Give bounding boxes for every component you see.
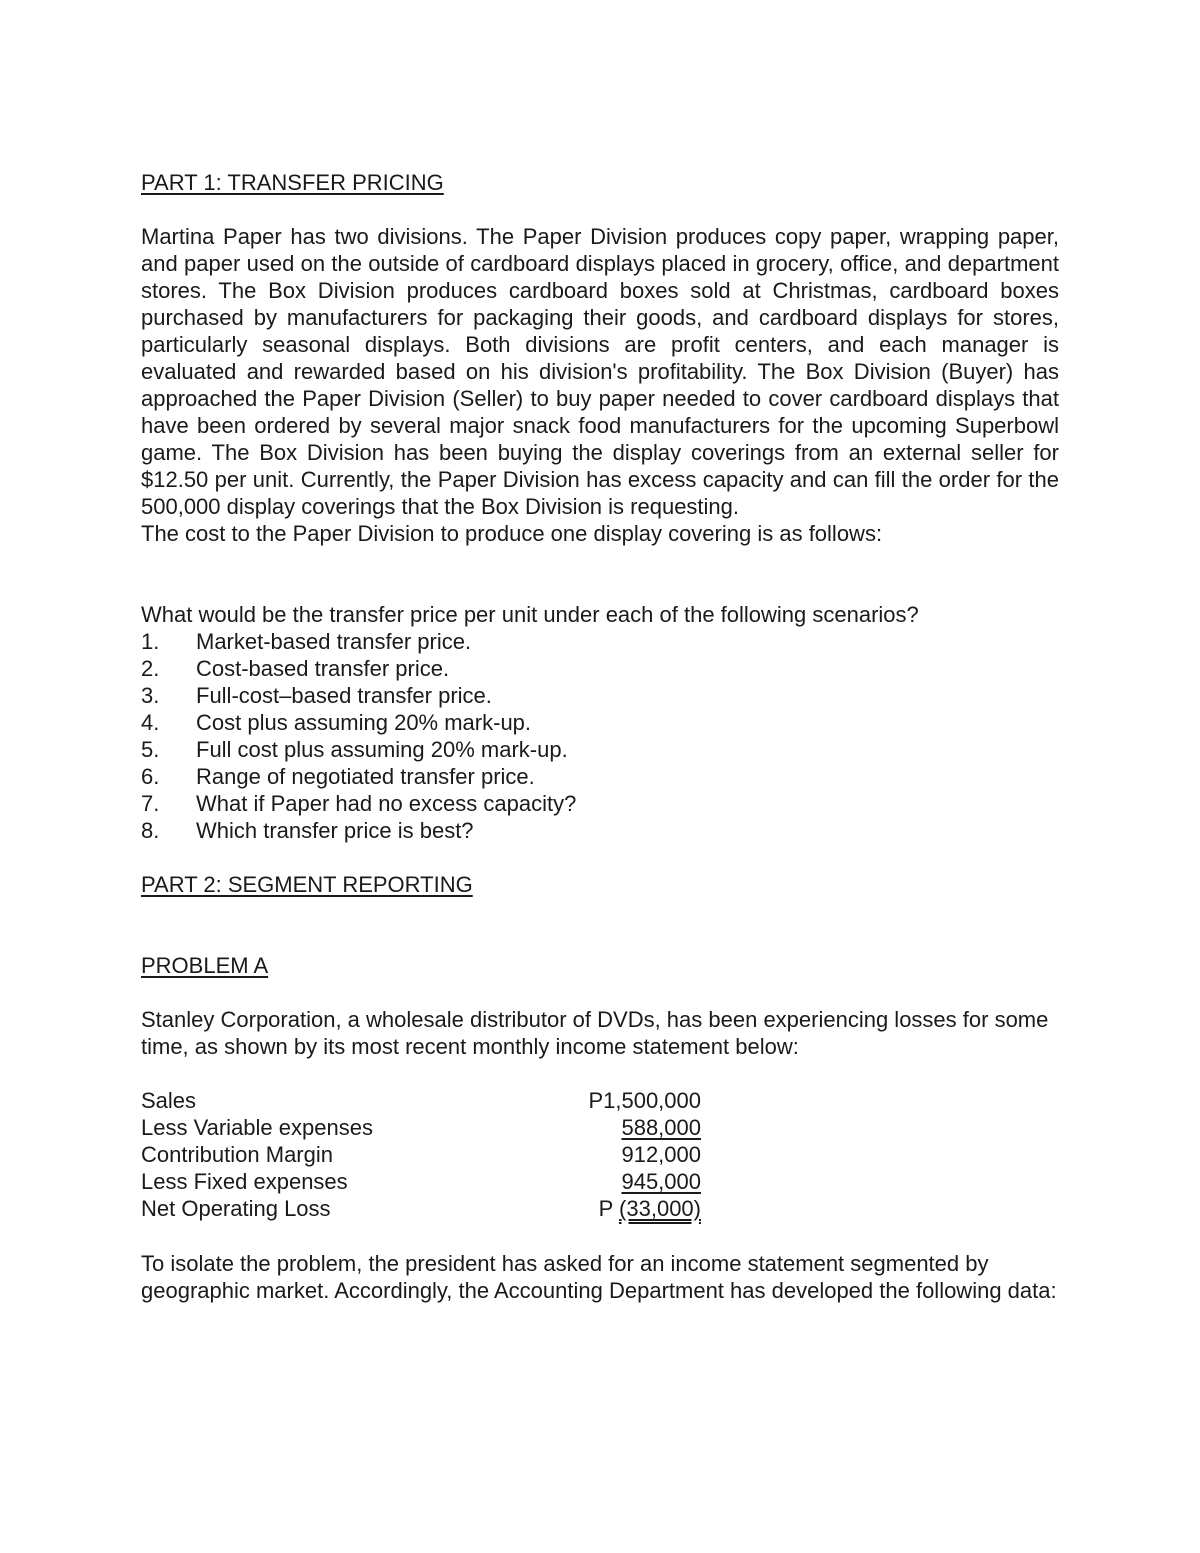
income-row [141,1141,701,1168]
scenario-item [141,682,1059,709]
part2-heading: PART 2: SEGMENT REPORTING [141,872,473,897]
income-amount [561,1114,701,1141]
income-label: Net Operating Loss [141,1196,331,1221]
part2-closing-paragraph: To isolate the problem, the president has asked for an income statement segmented by geographic market. Accordingly, the Accounting Department has developed the following data: [141,1251,1057,1303]
scenario-number: 8. [141,818,160,843]
scenario-text: Cost-based transfer price. [196,656,450,681]
income-label: Sales [141,1088,197,1113]
scenario-item [141,736,1059,763]
scenario-item [141,817,1059,844]
part1-question: What would be the transfer price per unit under each of the following scenarios? [141,602,919,627]
scenario-text: Cost plus assuming 20% mark-up. [196,710,532,735]
income-label: Contribution Margin [141,1142,333,1167]
income-amount-value: 912,000 [621,1142,701,1167]
scenario-number: 7. [141,791,160,816]
scenario-list [141,628,1059,844]
income-amount [561,1168,701,1195]
scenario-item [141,790,1059,817]
scenario-number: 1. [141,629,160,654]
problem-a-heading: PROBLEM A [141,953,269,978]
income-label: Less Fixed expenses [141,1169,348,1194]
scenario-number: 6. [141,764,160,789]
income-amount-value: 588,000 [621,1115,701,1140]
part1-cost-line: The cost to the Paper Division to produce one display covering is as follows: [141,521,883,546]
scenario-item [141,655,1059,682]
document-page [141,169,1059,1304]
scenario-item [141,709,1059,736]
scenario-text: Range of negotiated transfer price. [196,764,535,789]
income-amount-value: (33,000) [619,1196,701,1221]
scenario-number: 5. [141,737,160,762]
income-row [141,1195,701,1222]
income-amount [561,1195,701,1222]
part1-intro-paragraph: Martina Paper has two divisions. The Paper Division produces copy paper, wrapping paper, and paper used on the outside of cardboard displays placed in grocery, office, and department stores. The Box Division produces cardboard boxes sold at Christmas, cardboard boxes purchased by manufacturers for packaging their goods, and cardboard displays for stores, particularly seasonal displays. Both divisions are profit centers, and each manager is evaluated and rewarded based on his division's profitability. The Box Division (Buyer) has approached the Paper Division (Seller) to buy paper needed to cover cardboard displays that have been ordered by several major snack food manufacturers for the upcoming Superbowl game. The Box Division has been buying the display coverings from an external seller for $12.50 per unit. Currently, the Paper Division has excess capacity and can fill the order for the 500,000 display coverings that the Box Division is requesting. [141,224,1059,519]
income-row [141,1168,701,1195]
scenario-text: What if Paper had no excess capacity? [196,791,577,816]
income-amount-value: 945,000 [621,1169,701,1194]
income-amount [561,1087,701,1114]
income-row [141,1087,701,1114]
scenario-text: Full cost plus assuming 20% mark-up. [196,737,568,762]
scenario-text: Full-cost–based transfer price. [196,683,492,708]
income-amount-prefix: P [598,1196,620,1221]
scenario-number: 2. [141,656,160,681]
income-amount-value: P1,500,000 [588,1088,701,1113]
scenario-item [141,628,1059,655]
scenario-number: 3. [141,683,160,708]
scenario-item [141,763,1059,790]
scenario-number: 4. [141,710,160,735]
scenario-text: Market-based transfer price. [196,629,472,654]
scenario-text: Which transfer price is best? [196,818,474,843]
income-label: Less Variable expenses [141,1115,373,1140]
part2-intro-paragraph: Stanley Corporation, a wholesale distributor of DVDs, has been experiencing losses for some time, as shown by its most recent monthly income statement below: [141,1007,1049,1059]
part1-heading: PART 1: TRANSFER PRICING [141,170,444,195]
income-row [141,1114,701,1141]
income-statement-table [141,1087,701,1222]
income-amount [561,1141,701,1168]
